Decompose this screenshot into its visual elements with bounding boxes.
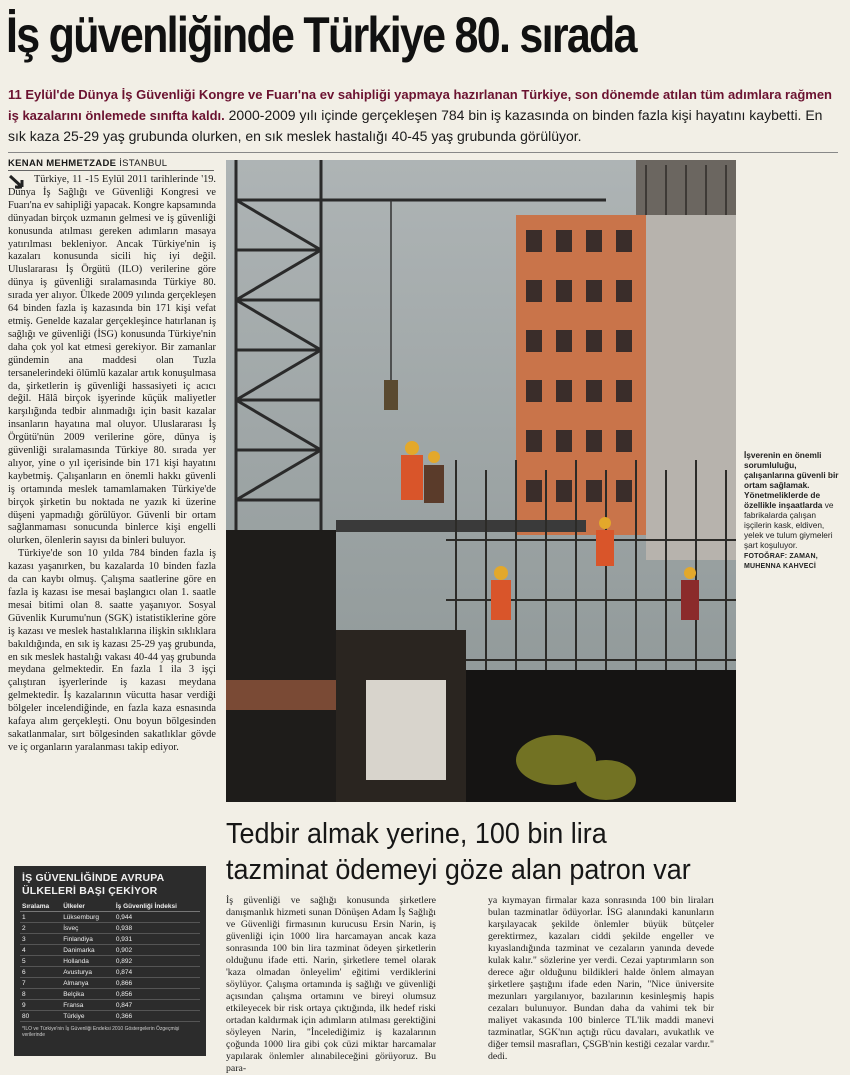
table-row <box>20 978 200 989</box>
index-cell: 0,866 <box>114 978 200 989</box>
table-row <box>20 912 200 923</box>
article-column-3: ya kıymayan firmalar kaza sonrasında 100 bin liraları bulan tazminatlar ödüyorlar. İSG alanındaki kanunların karşılayacak şekilde önlemler büyük bütçeler gerektirmez, kazaları ciddi şekilde engeller ve kıyaslandığında tazminat ve cezaların yanında devede kulak kalır." sözlerine yer verdi. Cezai yaptırımların son derece ağır olduğunu bildikleri halde önlem almayan şirketlere şaştığını ifade eden Narin, "Nice üniversite mezunları yargılanıyor, bazılarının kesinleşmiş hapis cezaları bulunuyor. Bundan daha da vahimi tek bir maliyet vakasında 100 binlerce TL'lik maddi manevi tazminatlar, SGK'nın açtığı rücu davaları, avukatlık ve diğer temsil masrafları, ÇSGB'nin kestiği cezalar vardır." dedi. <box>488 895 714 1062</box>
subheadline-line-2: tazminat ödemeyi göze alan patron var <box>226 854 691 886</box>
table-row <box>20 923 200 934</box>
rank-cell: 4 <box>20 945 61 956</box>
rank-cell: 80 <box>20 1011 61 1022</box>
table-row <box>20 945 200 956</box>
rank-cell: 2 <box>20 923 61 934</box>
table-source-note: *ILO ve Türkiye'nin İş Güvenliği Endeksi 2010 Göstergelerin Özgeçmişi verilerinde <box>22 1026 180 1038</box>
lead-paragraph <box>8 84 840 146</box>
table-header-row <box>20 902 200 912</box>
table-header-country: Ülkeler <box>61 902 114 912</box>
headline: İş güvenliğinde Türkiye 80. sırada <box>6 7 636 63</box>
table-header-index: İş Güvenliği İndeksi <box>114 902 200 912</box>
country-cell: Almanya <box>61 978 114 989</box>
index-cell: 0,938 <box>114 923 200 934</box>
country-cell: Türkiye <box>61 1011 114 1022</box>
table-row <box>20 956 200 967</box>
subheadline-line-1: Tedbir almak yerine, 100 bin lira <box>226 818 607 850</box>
table-title-line-1: İŞ GÜVENLİĞİNDE AVRUPA <box>22 872 165 884</box>
table-header-rank: Sıralama <box>20 902 61 912</box>
table-row <box>20 1011 200 1022</box>
country-cell: İsveç <box>61 923 114 934</box>
caption-regular: ve fabrikalarda çalışan işçilerin kask, eldiven, yelek ve tulum giymeleri şart koşuluyor. <box>744 500 834 550</box>
country-cell: Avusturya <box>61 967 114 978</box>
rank-cell: 9 <box>20 1000 61 1011</box>
rank-cell: 5 <box>20 956 61 967</box>
photo-caption <box>744 450 844 572</box>
article-paragraph: Türkiye'de son 10 yılda 784 binden fazla iş kazası yaşanırken, bu kazalarda 10 binden fazla da can kaybı olmuş. Çalışma saatlerine göre en fazla iş kazası ise mesai başlangıcı olan 1. saatle mesai bitimi olan 8. saatte yaşanıyor. Sosyal Güvenlik Kurumu'nun (SGK) istatistiklerine göre iş kazası ve meslek hastalıklarına ilişkin sıklıklara bakıldığında, en sık iş kazası 25-29 yaş grubunda, en sık meslek hastalığı vakası 40-44 yaş grubunda meydana gelmektedir. En fazla 1 ila 3 işçi çalıştıran işyerlerinde iş kazası meydana gelmektedir. İş kazalarının vücutta hasar verdiği bölgeler incelendiğinde, en fazla kaza esnasında kafaya alım gerçekleşti. Onu boyun bölgesinden sakatlanmalar, sırt bölgesinden sakatlıklar gövde ve iç organların yaralanması takip ediyor. <box>8 548 216 753</box>
table-row <box>20 1000 200 1011</box>
header-rule <box>8 152 838 153</box>
byline-author: KENAN MEHMETZADE <box>8 158 117 169</box>
index-cell: 0,366 <box>114 1011 200 1022</box>
ranking-table-box <box>14 866 206 1056</box>
country-cell: Fransa <box>61 1000 114 1011</box>
photo-credit: FOTOĞRAF: ZAMAN, MUHENNA KAHVECİ <box>744 553 818 570</box>
table-title-line-2: ÜLKELERİ BAŞI ÇEKİYOR <box>22 885 158 897</box>
index-cell: 0,931 <box>114 934 200 945</box>
index-cell: 0,847 <box>114 1000 200 1011</box>
table-row <box>20 967 200 978</box>
country-cell: Lüksemburg <box>61 912 114 923</box>
table-row <box>20 989 200 1000</box>
rank-cell: 1 <box>20 912 61 923</box>
country-cell: Belçika <box>61 989 114 1000</box>
index-cell: 0,944 <box>114 912 200 923</box>
article-column-1 <box>8 174 216 755</box>
index-cell: 0,874 <box>114 967 200 978</box>
construction-photo-illustration <box>226 160 736 802</box>
lead-regular: 2000-2009 yılı içinde gerçekleşen 784 bin iş kazasında on binden fazla kişi hayatını kaybetti. En sık kaza 25-29 yaş grubunda olurken, en sık meslek hastalığı 40-45 yaş grubunda görülüyor. <box>8 107 823 144</box>
construction-photo <box>226 160 736 802</box>
caption-bold: İşverenin en önemli sorumluluğu, çalışanlarına güvenli bir ortam sağlamak. Yönetmeliklerde de özellikle inşaatlarda <box>744 450 839 510</box>
index-cell: 0,902 <box>114 945 200 956</box>
subheadline <box>226 816 784 888</box>
rank-cell: 6 <box>20 967 61 978</box>
rank-cell: 7 <box>20 978 61 989</box>
rank-cell: 3 <box>20 934 61 945</box>
article-column-2: İş güvenliği ve sağlığı konusunda şirketlere danışmanlık hizmeti sunan Dönüşen Adam İş Sağlığı ve Güvenliği firmasının kurucusu Ersin Narin, iş güvenliği için 1000 lira harcamayan ancak kaza sonrasında 100 bin lira tazminat ödeyen şirketlerin olduğunu ifade etti. Narin, şirketlere temel olarak 'kaza olmadan önleyelim' eğitimi verdiklerini söylüyor. Çalışma ortamında iş sağlığı ve güvenliği açısından çalışma ortamını ve bireyi olumsuz etkileyecek bir risk ortaya çıktığında, ilk hedef riski ortadan kaldırmak için adımların atılması gerektiğini söyleyen Narin, "İncelediğimiz iş kazalarının çoğunda 1000 lira gibi çok cüzi miktar harcamalar yapılarak önlemler alınabileceğini görüyoruz. Bu para- <box>226 895 436 1074</box>
byline-rule <box>8 170 214 171</box>
byline <box>8 158 167 169</box>
byline-city: İSTANBUL <box>119 158 168 169</box>
index-cell: 0,892 <box>114 956 200 967</box>
country-cell: Finlandiya <box>61 934 114 945</box>
arrow-right-icon <box>8 175 28 191</box>
index-cell: 0,856 <box>114 989 200 1000</box>
table-row <box>20 934 200 945</box>
rank-cell: 8 <box>20 989 61 1000</box>
table-title <box>14 866 206 902</box>
country-cell: Danimarka <box>61 945 114 956</box>
lead-bold: 11 Eylül'de Dünya İş Güvenliği Kongre ve Fuarı'na ev sahipliği yapmaya hazırlanan Türkiye, son dönemde atılan tüm adımlara rağmen iş kazalarını önlemede sınıfta kaldı. <box>8 87 832 123</box>
ranking-table <box>20 902 200 1022</box>
country-cell: Hollanda <box>61 956 114 967</box>
article-paragraph: Türkiye, 11 -15 Eylül 2011 tarihlerinde '19. Dünya İş Sağlığı ve Güvenliği Kongresi ve Fuarı'na ev sahipliği yapacak. Kongre kapsamında dünyadan birçok uzmanın gelmesi ve iş güvenliği konusunda atılması gereken adımların masaya yatırılması bekleniyor. Ancak Türkiye'nin iş kazaları konusunda sicili hiç iyi değil. Uluslararası İş Örgütü (ILO) verilerine göre dünya iş güvenliği sıralamasında Türkiye 80. sırada yer alıyor. Ülkede 2009 yılında gerçekleşen 64 binden fazla iş kazasında bin 171 kişi vefat etmiş. Genelde kazalar gerçekleşince hatırlanan iş sağlığı ve güvenliği (İSG) konusunda Türkiye'nin daha çok yol kat etmesi gerekiyor. Bir zamanlar gündemin ana maddesi olan Tuzla tersanelerindeki ölümlü kazalar artık konuşulmasa da, şirketlerin iş güvenliği hassasiyeti iç acıcı değil. Hâlâ birçok işyerinde küçük maliyetler karşılığında tedbir alınmadığı için basit kazalar insanların hayatına mal oluyor. Uluslararası İş Örgütü'nün 2009 verilerine göre, dünya iş güvenliği sıralamasında Türkiye 80. sırada yer alıyor, yine o yıl içerisinde bin 171 kişi hayatını kaybetmiş. Çalışanların en önemli hakkı güvenli iş ortamında meslek tamamlamaken Türkiye'de birçok şirketin bu noktada ne yazık ki üzerine düşeni yapmadığı görülüyor. Güvenli bir ortam sağlanmaması sonucunda binlerce kişi engelli olurken, ölenlerin sayısı da binleri buluyor. <box>8 174 216 547</box>
